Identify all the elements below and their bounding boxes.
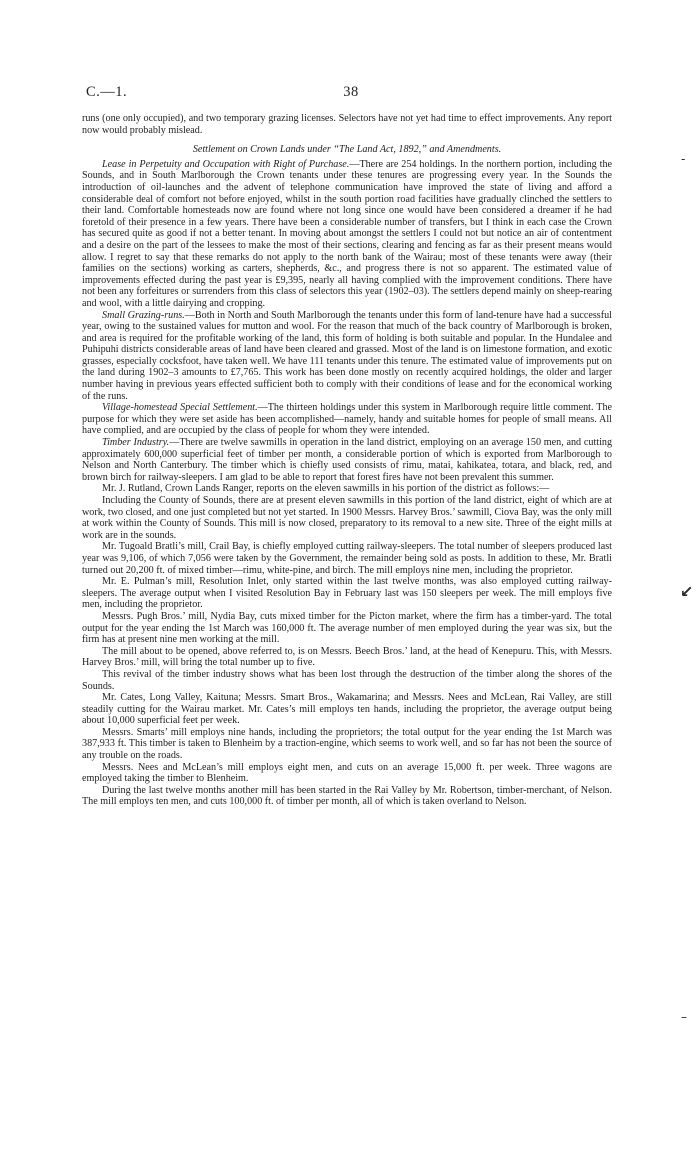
paragraph-pugh-mill: Messrs. Pugh Bros.’ mill, Nydia Bay, cuts mixed timber for the Picton market, where the firm has a timber-yard. The total output for the year ending the 1st March was 160,000 ft. The average number of men employed during the year was six, but the firm has at present nine men working at the mill. <box>82 610 612 646</box>
paragraph-text: —The thirteen holdings under this system in Marlborough require little comment. The purpose for which they were set aside has been accomplished—namely, handy and suitable homes for people of small means. All have complied, and are occupied by the class of people for whom they were intended. <box>82 402 613 437</box>
runin-heading-lease: Lease in Perpetuity and Occupation with Right of Purchase. <box>102 158 350 170</box>
paragraph-bratli-mill: Mr. Tugoald Bratli’s mill, Crail Bay, is chiefly employed cutting railway-sleepers. The total number of sleepers produced last year was 9,106, of which 7,056 were taken by the Government, the remainder being sold as posts. In addition to these, Mr. Bratli turned out 20,200 ft. of mixed timber—rimu, white-pine, and birch. The mill employs nine men, including the proprietor. <box>82 541 612 576</box>
runin-heading-grazing: Small Grazing-runs. <box>102 309 185 321</box>
page-number: 38 <box>343 84 359 100</box>
paragraph-wairau-mills: Mr. Cates, Long Valley, Kaituna; Messrs. Smart Bros., Wakamarina; and Messrs. Nees and McLean, Rai Valley, are still steadily cutting for the Wairau market. Mr. Cates’s mill employs ten hands, including the proprietor, the average output being about 10,000 superficial feet per week. <box>82 692 612 727</box>
paragraph-nees-mclean-mill: Messrs. Nees and McLean’s mill employs eight men, and cuts on an average 15,000 ft. per week. Three wagons are employed taking the timber to Blenheim. <box>82 761 612 785</box>
paragraph-new-mill: The mill about to be opened, above referred to, is on Messrs. Beech Bros.’ land, at the head of Kenepuru. This, with Messrs. Harvey Bros.’ mill, will bring the total number up to five. <box>82 645 612 669</box>
paragraph-lease-in-perpetuity <box>82 159 612 310</box>
section-heading: Settlement on Crown Lands under “The Land Act, 1892,” and Amendments. <box>192 144 502 156</box>
margin-mark-bottom: – <box>681 1010 687 1024</box>
paragraph-small-grazing-runs <box>82 310 612 403</box>
paragraph-timber-industry <box>82 437 612 483</box>
paragraph-text: —There are 254 holdings. In the northern portion, including the Sounds, and in South Marlborough the Crown tenants under these tenures are progressing every year. In the Sounds the introduction of oil-launches and the advent of telephone communication have improved the state of living and afford a considerable deal of comfort not before enjoyed, whilst in the south portion road facilities have gradually clinched the settlers to their land. Comfortable homesteads now are found where not long since one would have been considered a dreamer if he had foretold of their presence in a few years. There have been a considerable number of transfers, but I think in each case the Crown has secured quite as good if not a better tenant. In moving about amongst the settlers I could not but notice an air of contentment and a desire on the part of the lessees to make the most of their sections, clearing and fencing as far as their present means would allow. I regret to say that these remarks do not apply to the north bank of the Wairau; most of these tenants were away (their families on the sections) working as carters, shepherds, &c., and progress there is not so apparent. The estimated value of improvements effected during the past year is £9,395, nearly all having complied with the improvement conditions. There have not been any forfeitures or surrenders from this class of selectors this year (1902–03). The settlers depend mainly on sheep-rearing and wool, with a little dairying and cropping. <box>82 158 613 309</box>
body-text <box>82 113 612 808</box>
paragraph-pulman-mill: Mr. E. Pulman’s mill, Resolution Inlet, only started within the last twelve months, was also employed cutting railway-sleepers. The average output when I visited Resolution Bay in February last was 150 sleepers per week. The mill employs five men, including the proprietor. <box>82 576 612 611</box>
paragraph-text: —There are twelve sawmills in operation in the land district, employing on an average 150 men, and cutting approximately 600,000 superficial feet of timber per month, a considerable portion of which is exported from Marlborough to Nelson and North Canterbury. The timber which is chiefly used consists of rimu, matai, kahikatea, totara, and black, red, and brown birch for railway-sleepers. I am glad to be able to report that forest fires have not been prevalent this summer. <box>82 437 613 483</box>
margin-mark-middle: ↙ <box>680 582 694 601</box>
paragraph-sounds-sawmills: Including the County of Sounds, there are at present eleven sawmills in this portion of the land district, eight of which are at work, two closed, and one just completed but not yet started. In 1900 Messrs. Harvey Bros.’ sawmill, Ciova Bay, was the only mill at work within the County of Sounds. This mill is now closed, preparatory to its removal to a new site. Three of the eight mills at work are in the sounds. <box>82 495 612 541</box>
runin-heading-timber: Timber Industry. <box>102 437 170 449</box>
paragraph-village-homestead <box>82 402 612 437</box>
paragraph-text: —Both in North and South Marlborough the tenants under this form of land-tenure have had a successful year, owing to the sustained values for mutton and wool. For the reason that much of the back country of Marlborough is broken, and area is required for the profitable working of the land, this form of holding is both suitable and popular. In the Hundalee and Puhipuhi districts considerable areas of land have been cleared and grassed. Most of the land is on limestone formation, and exotic grasses, especially cocksfoot, have taken well. We have 111 tenants under this tenure. The estimated value of improvements put on the land during 1902–3 amounts to £7,765. This work has been done mostly on recently acquired holdings, the older and larger number having in previous years effected sufficient both to comply with their conditions of lease and for the economical working of the runs. <box>82 309 612 402</box>
paragraph-revival: This revival of the timber industry shows what has been lost through the destruction of the timber along the shores of the Sounds. <box>82 668 612 692</box>
margin-mark-top: ‑ <box>681 152 686 166</box>
page-header <box>86 84 616 106</box>
document-code: C.—1. <box>86 84 128 100</box>
paragraph-robertson-mill: During the last twelve months another mill has been started in the Rai Valley by Mr. Robertson, timber-merchant, of Nelson. The mill employs ten men, and cuts 100,000 ft. of timber per month, all of which is taken overland to Nelson. <box>82 784 612 808</box>
paragraph-continuation: runs (one only occupied), and two temporary grazing licenses. Selectors have not yet had time to effect improvements. Any report now would probably mislead. <box>82 113 612 136</box>
paragraph-ranger-intro: Mr. J. Rutland, Crown Lands Ranger, reports on the eleven sawmills in his portion of the district as follows:— <box>102 483 550 495</box>
runin-heading-village: Village-homestead Special Settlement. <box>102 402 258 414</box>
paragraph-smarts-mill: Messrs. Smarts’ mill employs nine hands, including the proprietors; the total output for the year ending the 1st March was 387,933 ft. This timber is taken to Blenheim by a traction-engine, which seems to work well, and so far has not been the source of any trouble on the roads. <box>82 726 612 762</box>
